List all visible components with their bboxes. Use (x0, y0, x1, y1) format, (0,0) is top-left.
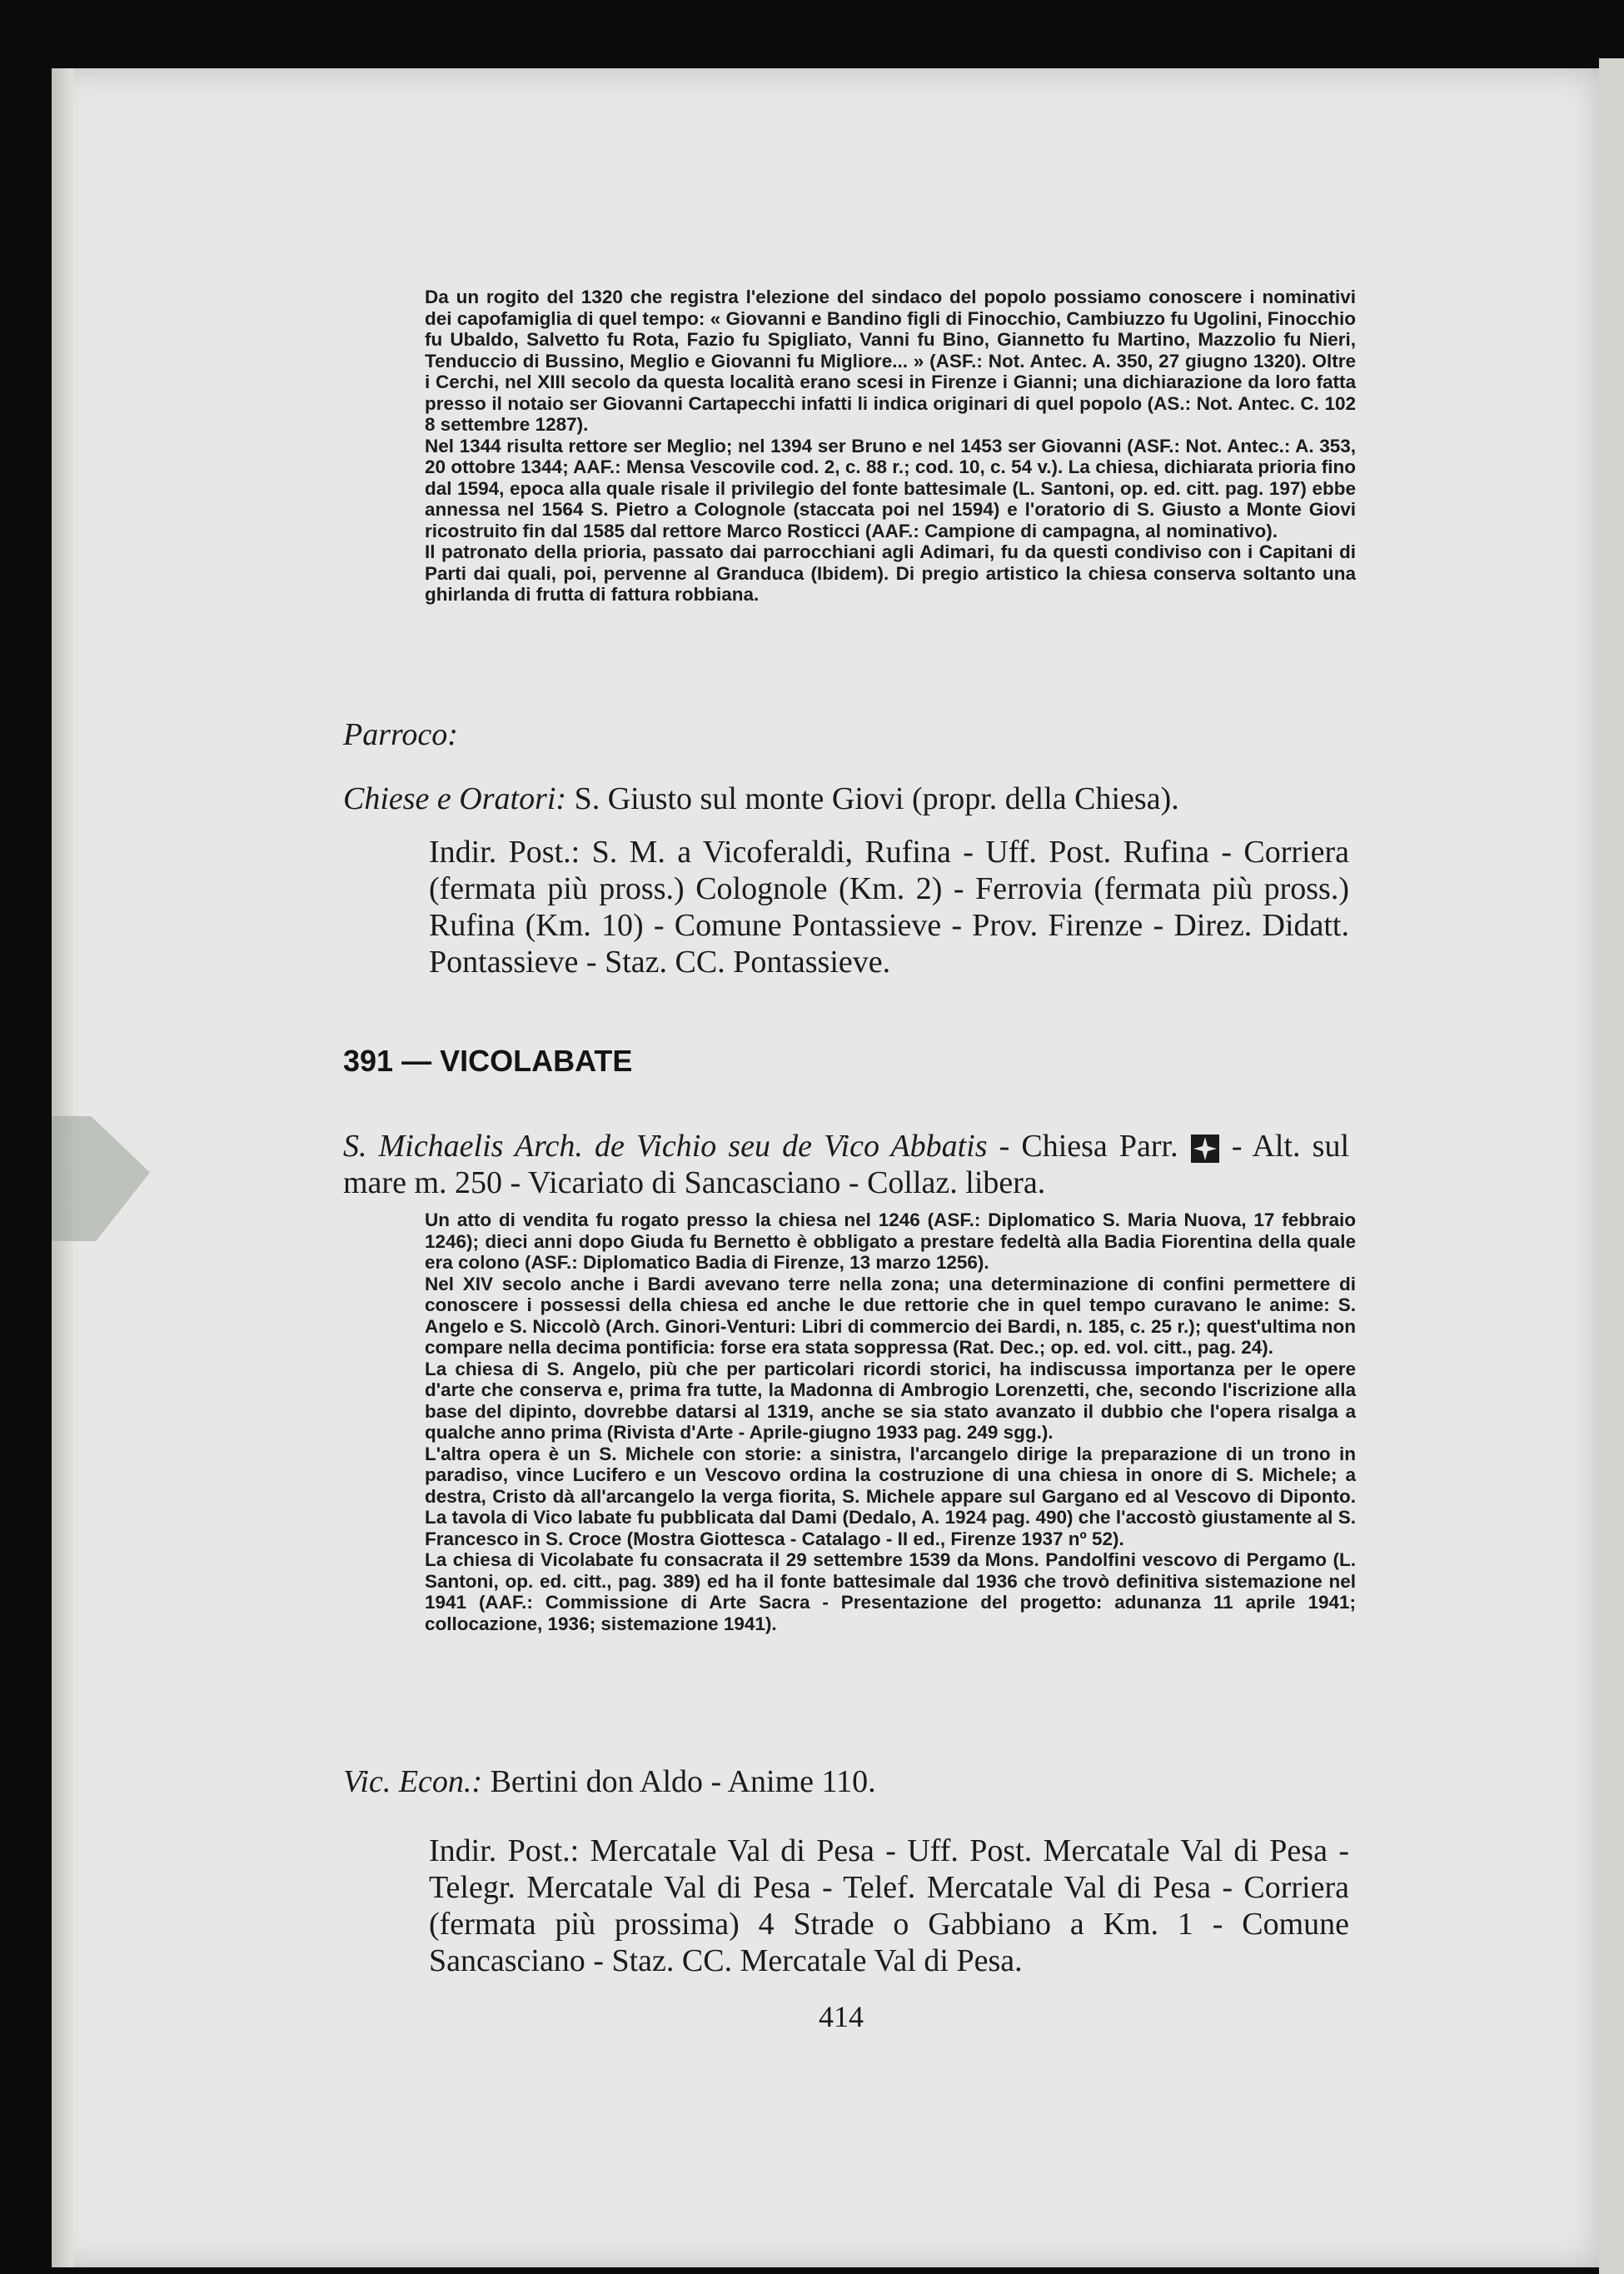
entry-heading: 391 — VICOLABATE (343, 1044, 633, 1078)
adjacent-page-edge (1599, 58, 1624, 2274)
chiese-text: S. Giusto sul monte Giovi (propr. della Chiesa). (566, 781, 1179, 816)
note-paragraph: La chiesa di S. Angelo, più che per particolari ricordi storici, ha indiscussa importanza per le opere d'arte che conserva e, prima fra tutte, la Madonna di Ambrogio Lorenzetti, che, secondo l'iscrizione alla base del dipinto, dovrebbe datarsi al 1319, anche se sia stato avanzato il dubbio che l'opera risalga a qualche anno prima (Rivista d'Arte - Aprile-giugno 1933 pag. 249 sgg.). (425, 1358, 1356, 1443)
history-note-2 (425, 1209, 1356, 1634)
note-paragraph: Un atto di vendita fu rogato presso la chiesa nel 1246 (ASF.: Diplomatico S. Maria Nuova, 17 febbraio 1246); dieci anni dopo Giuda fu Bernetto è obbligato a prestare fedeltà alla Badia Fiorentina della quale era colono (ASF.: Diplomatico Badia di Firenze, 13 marzo 1256). (425, 1209, 1356, 1273)
chiese-line (343, 780, 1179, 817)
parroco-label: Parroco: (343, 717, 458, 752)
vicar-label: Vic. Econ.: (343, 1764, 483, 1799)
postal-info-1: Indir. Post.: S. M. a Vicoferaldi, Rufina - Uff. Post. Rufina - Corriera (fermata più pross.) Colognole (Km. 2) - Ferrovia (fermata più pross.) Rufina (Km. 10) - Comune Pontassieve - Prov. Firenze - Direz. Didatt. Pontassieve - Staz. CC. Pontassieve. (429, 835, 1349, 980)
church-title-block (343, 1128, 1349, 1201)
page-number: 414 (819, 2000, 864, 2033)
note-paragraph: Nel XIV secolo anche i Bardi avevano terre nella zona; una determinazione di confini permettere di conoscere i possessi della chiesa ed anche le due rettorie che in quel tempo curavano le anime: S. Angelo e S. Niccolò (Arch. Ginori-Venturi: Libri di commercio dei Bardi, n. 185, c. 25 r.); quest'ultima non compare nella decima pontificia: forse era stata soppressa (Rat. Dec.; op. ed. vol. citt., pag. 24). (425, 1273, 1356, 1358)
church-title: S. Michaelis Arch. de Vichio seu de Vico Abbatis (343, 1129, 988, 1164)
note-paragraph: Da un rogito del 1320 che registra l'elezione del sindaco del popolo possiamo conoscere i nominativi dei capofamiglia di quel tempo: « Giovanni e Bandino figli di Finocchio, Cambiuzzo fu Ugolini, Finocchio fu Ubaldo, Salvetto fu Rota, Fazio fu Spigliato, Vanni fu Bino, Giannetto fu Martino, Mazzolio fu Nieri, Tenduccio di Bussino, Meglio e Giovanni fu Migliore... » (ASF.: Not. Antec. A. 350, 27 giugno 1320). Oltre i Cerchi, nel XIII secolo da questa località erano scesi in Firenze i Gianni; una dichiarazione da loro fatta presso il notaio ser Giovanni Cartapecchi infatti li indica originari di quel popolo (AS.: Not. Antec. C. 102 8 settembre 1287). (425, 287, 1356, 435)
maltese-cross-icon (1190, 1134, 1220, 1164)
church-info-b: - Alt. sul mare m. 250 - Vicariato di Sancasciano - Collaz. libera. (343, 1129, 1350, 1200)
vicar-text: Bertini don Aldo - Anime 110. (482, 1764, 876, 1799)
chiese-label: Chiese e Oratori: (343, 781, 567, 816)
church-info-a: - Chiesa Parr. (987, 1129, 1190, 1164)
vicar-line (343, 1763, 876, 1800)
note-paragraph: Il patronato della prioria, passato dai parrocchiani agli Adimari, fu da questi condiviso con i Capitani di Parti dai quali, poi, pervenne al Granduca (Ibidem). Di pregio artistico la chiesa conserva soltanto una ghirlanda di frutta di fattura robbiana. (425, 541, 1356, 605)
note-paragraph: Nel 1344 risulta rettore ser Meglio; nel 1394 ser Bruno e nel 1453 ser Giovanni (ASF.: Not. Antec.: A. 353, 20 ottobre 1344; AAF.: Mensa Vescovile cod. 2, c. 88 r.; cod. 10, c. 54 v.). La chiesa, dichiarata prioria fino dal 1594, epoca alla quale risale il privilegio del fonte battesimale (L. Santoni, op. ed. citt. pag. 197) ebbe annessa nel 1564 S. Pietro a Colognole (staccata poi nel 1594) e l'oratorio di S. Giusto a Monte Giovi ricostruito fin dal 1585 dal rettore Marco Rosticci (AAF.: Campione di campagna, al nominativo). (425, 435, 1356, 541)
history-note-1 (425, 287, 1356, 606)
note-paragraph: L'altra opera è un S. Michele con storie: a sinistra, l'arcangelo dirige la preparazione di un trono in paradiso, vince Lucifero e un Vescovo ordina la costruzione di una chiesa in onore di S. Michele; a destra, Cristo dà all'arcangelo la verga fiorita, S. Michele appare sul Gargano ed al Vescovo di Diponto. La tavola di Vico labate fu pubblicata dal Dami (Dedalo, A. 1924 pag. 490) che l'accostò giustamente al S. Francesco in S. Croce (Mostra Giottesca - Catalago - II ed., Firenze 1937 nº 52). (425, 1443, 1356, 1549)
note-paragraph: La chiesa di Vicolabate fu consacrata il 29 settembre 1539 da Mons. Pandolfini vescovo di Pergamo (L. Santoni, op. ed. citt., pag. 389) ed ha il fonte battesimale dal 1936 che trovò definitiva sistemazione nel 1941 (AAF.: Commissione di Arte Sacra - Presentazione del progetto: adunanza 11 aprile 1941; collocazione, 1936; sistemazione 1941). (425, 1549, 1356, 1634)
postal-info-2: Indir. Post.: Mercatale Val di Pesa - Uff. Post. Mercatale Val di Pesa - Telegr. Mercatale Val di Pesa - Telef. Mercatale Val di Pesa - Corriera (fermata più prossima) 4 Strade o Gabbiano a Km. 1 - Comune Sancasciano - Staz. CC. Mercatale Val di Pesa. (429, 1833, 1349, 1978)
